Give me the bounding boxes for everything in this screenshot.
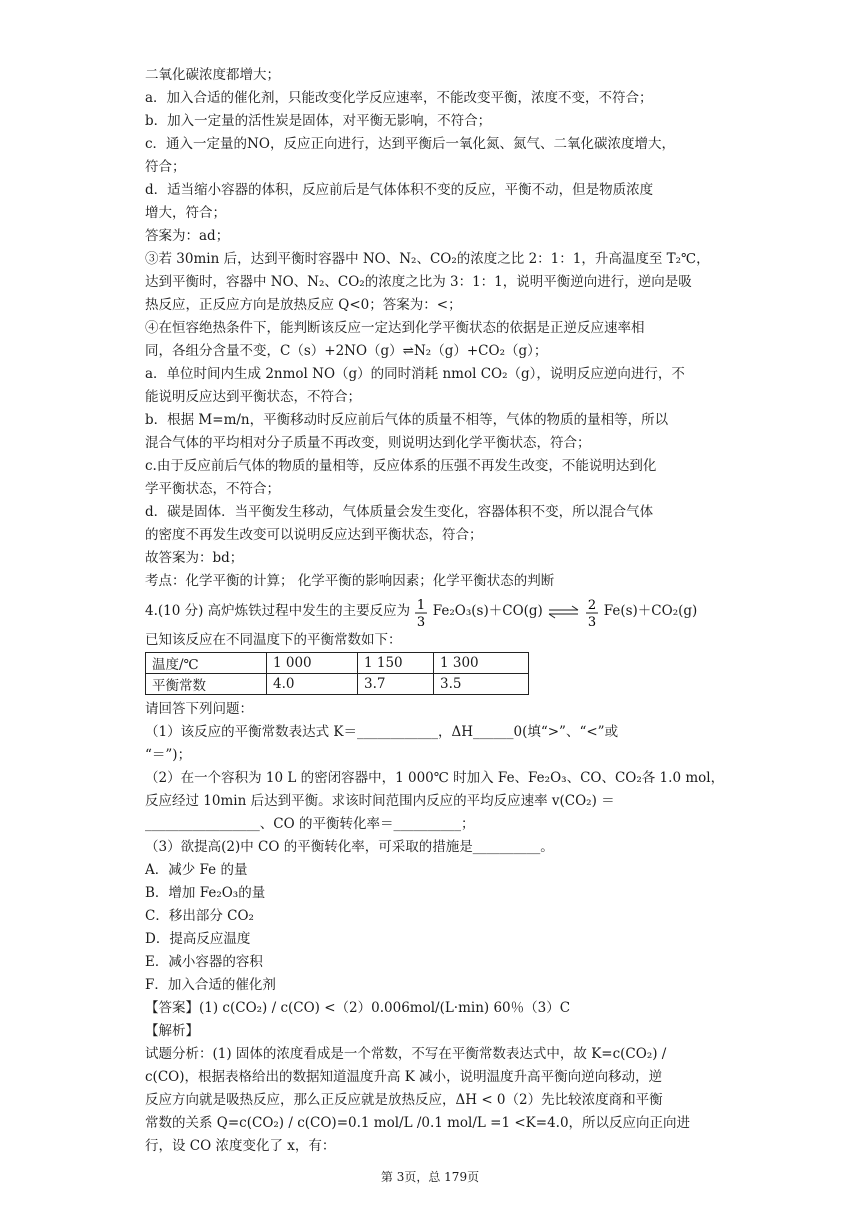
text-line: 反应经过 10min 后达到平衡。求该时间范围内反应的平均反应速率 v(CO₂) ＝ (145, 793, 615, 809)
text-line: c．通入一定量的NO，反应正向进行，达到平衡后一氧化氮、氮气、二氧化碳浓度增大， (145, 136, 675, 152)
text-line: 故答案为：bd； (145, 550, 244, 566)
text-line: 学平衡状态，不符合； (145, 481, 280, 497)
question-4-intro: 已知该反应在不同温度下的平衡常数如下： (145, 632, 402, 648)
text-line: （3）欲提高(2)中 CO 的平衡转化率，可采取的措施是__________。 (145, 839, 554, 855)
text-line: （1）该反应的平衡常数表达式 K＝____________，ΔH______0(填“>”、“<”或 (145, 724, 619, 740)
text-line: c(CO)，根据表格给出的数据知道温度升高 K 减小，说明温度升高平衡向逆向移动，逆 (145, 1069, 663, 1085)
analysis-heading: 【解析】 (145, 1023, 199, 1039)
text-line: c.由于反应前后气体的物质的量相等，反应体系的压强不再发生改变，不能说明达到化 (145, 458, 657, 474)
table-cell: 1 300 (434, 653, 529, 674)
text-line: 热反应，正反应方向是放热反应 Q<0；答案为：<； (145, 297, 462, 313)
text-line: 混合气体的平均相对分子质量不再改变，则说明达到化学平衡状态，符合； (145, 435, 591, 451)
question-4-body (145, 698, 725, 1158)
document-body (145, 64, 725, 1158)
text-line: 行，设 CO 浓度变化了 x，有： (145, 1138, 336, 1154)
fraction-numerator: 2 (588, 597, 597, 613)
fraction-one-third (414, 595, 428, 629)
reactants: Fe₂O₃(s)＋CO(g) (432, 603, 543, 619)
option-b: B．增加 Fe₂O₃的量 (145, 885, 266, 901)
option-f: F．加入合适的催化剂 (145, 977, 276, 993)
text-line: 反应方向就是吸热反应，那么正反应就是放热反应，ΔH < 0（2）先比较浓度商和平衡 (145, 1092, 663, 1108)
table-cell: 4.0 (267, 674, 358, 695)
question-4-prefix: 4.(10 分) 高炉炼铁过程中发生的主要反应为 (145, 603, 411, 619)
text-line: 常数的关系 Q=c(CO₂) / c(CO)=0.1 mol/L /0.1 mol/L =1 <K=4.0，所以反应向正向进 (145, 1115, 691, 1131)
fraction-denominator: 3 (588, 614, 597, 629)
text-line: b．加入一定量的活性炭是固体，对平衡无影响，不符合； (145, 113, 492, 129)
text-line: 二氧化碳浓度都增大； (145, 67, 280, 83)
text-line: 同，各组分含量不变，C（s）+2NO（g）⇌N₂（g）+CO₂（g）； (145, 343, 548, 359)
option-d: D．提高反应温度 (145, 931, 251, 947)
text-line: _________________、CO 的平衡转化率＝__________； (145, 816, 475, 832)
table-cell: 平衡常数 (146, 674, 267, 695)
text-line: d．碳是固体．当平衡发生移动，气体质量会发生变化，容器体积不变，所以混合气体 (145, 504, 654, 520)
table-row (146, 653, 529, 674)
text-line: ③若 30min 后，达到平衡时容器中 NO、N₂、CO₂的浓度之比 2：1：1，升高温度至 T₂℃， (145, 251, 710, 267)
text-line: 考点：化学平衡的计算； 化学平衡的影响因素；化学平衡状态的判断 (145, 573, 555, 589)
text-line: “＝”)； (145, 747, 192, 763)
table-row (146, 674, 529, 695)
text-line: 的密度不再发生改变可以说明反应达到平衡状态，符合； (145, 527, 483, 543)
equilibrium-constant-table (145, 652, 529, 695)
text-line: b．根据 M=m/n，平衡移动时反应前后气体的质量不相等，气体的物质的量相等，所以 (145, 412, 669, 428)
text-line: 请回答下列问题： (145, 701, 253, 717)
text-line: （2）在一个容积为 10 L 的密闭容器中，1 000℃ 时加入 Fe、Fe₂O₃、CO、CO₂各 1.0 mol， (145, 770, 725, 786)
table-cell: 3.7 (358, 674, 434, 695)
answer-section-top (145, 64, 725, 593)
option-c: C．移出部分 CO₂ (145, 908, 254, 924)
text-line: a．加入合适的催化剂，只能改变化学反应速率，不能改变平衡，浓度不变，不符合； (145, 90, 653, 106)
text-line: 能说明反应达到平衡状态，不符合； (145, 389, 361, 405)
question-4-equation (145, 593, 725, 629)
text-line: 达到平衡时，容器中 NO、N₂、CO₂的浓度之比为 3：1：1，说明平衡逆向进行，逆向是吸 (145, 274, 692, 290)
option-e: E．减小容器的容积 (145, 954, 263, 970)
table-cell: 1 150 (358, 653, 434, 674)
products: Fe(s)＋CO₂(g) (603, 603, 698, 619)
text-line: 增大，符合； (145, 205, 226, 221)
table-cell: 1 000 (267, 653, 358, 674)
text-line: 试题分析：(1) 固体的浓度看成是一个常数，不写在平衡常数表达式中，故 K=c(CO₂) / (145, 1046, 667, 1062)
equilibrium-arrow-icon (547, 604, 581, 620)
table-cell: 3.5 (434, 674, 529, 695)
option-a: A．减少 Fe 的量 (145, 862, 248, 878)
answer-line: 【答案】(1) c(CO₂) / c(CO) <（2）0.006mol/(L·min) 60％（3）C (145, 1000, 571, 1016)
text-line: d．适当缩小容器的体积，反应前后是气体体积不变的反应，平衡不动，但是物质浓度 (145, 182, 654, 198)
text-line: 答案为：ad； (145, 228, 230, 244)
text-line: a．单位时间内生成 2nmol NO（g）的同时消耗 nmol CO₂（g），说明反应逆向进行，不 (145, 366, 685, 382)
fraction-two-thirds (585, 595, 599, 629)
text-line: 符合； (145, 159, 186, 175)
fraction-denominator: 3 (417, 614, 426, 629)
text-line: ④在恒容绝热条件下，能判断该反应一定达到化学平衡状态的依据是正逆反应速率相 (145, 320, 645, 336)
page-footer: 第 3页，总 179页 (380, 1170, 480, 1184)
fraction-numerator: 1 (417, 597, 426, 613)
table-cell: 温度/℃ (146, 653, 267, 674)
